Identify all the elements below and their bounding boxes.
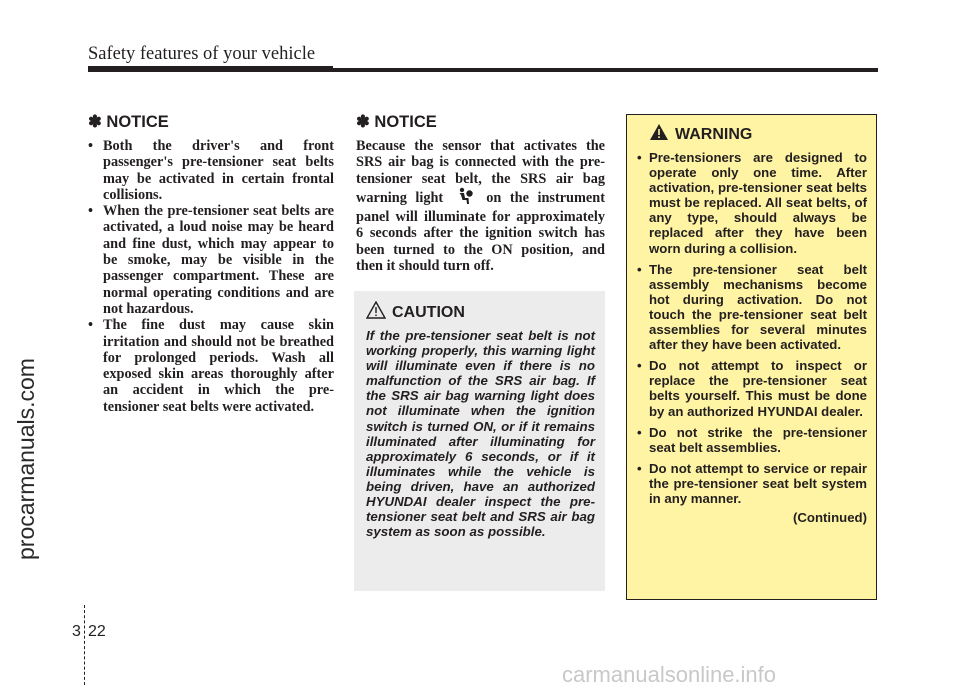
list-item: • Do not attempt to inspect or replace the pre-tensioner seat belts yourself. This must be done by an authorized HYUNDAI dealer. — [637, 358, 867, 418]
warning-list — [637, 150, 867, 506]
list-item: • Pre-tensioners are designed to operate only one time. After activation, pre-tensioner seat belts must be replaced. All seat belts, of any type, should always be replaced after they have been worn during a collision. — [637, 150, 867, 256]
bottom-watermark: carmanualsonline.info — [562, 662, 777, 687]
side-watermark: procarmanuals.com — [13, 358, 39, 560]
caution-text: If the pre-tensioner seat belt is not working properly, this warning light will illuminate even if there is no malfunction of the SRS air bag. If the SRS air bag warning light does not illuminate when the ignition switch is turned ON, or if it remains illuminated after illuminating for approximately 6 seconds, or if it illuminates while the vehicle is being driven, have an authorized HYUNDAI dealer inspect the pre-tensioner seat belt and SRS air bag system as soon as possible. — [366, 328, 595, 540]
page-number: 22 — [88, 623, 106, 640]
caution-box — [354, 291, 605, 591]
notice-text-part-1: Because the sensor that activates the SRS air bag is connected with the pre-tensioner seat belt, the SRS air bag warning light — [356, 138, 605, 206]
warning-triangle-icon — [649, 123, 669, 146]
warning-header — [649, 123, 867, 146]
section-title: Safety features of your vehicle — [88, 44, 316, 64]
list-item: • The fine dust may cause skin irritation and should not be breathed for prolonged periods. Wash all exposed skin areas thoroughly after an accident in which the pre-tensioner seat belts were activated. — [88, 317, 334, 415]
notice-text-part-2: on the instrument panel will illuminate for approximately 6 seconds after the ignition switch has been turned to the ON position, and then it should turn off. — [356, 189, 605, 275]
notice-title: ✽ NOTICE — [88, 113, 169, 131]
airbag-warning-icon — [456, 187, 474, 209]
notice-paragraph — [356, 138, 605, 274]
continued-label: (Continued) — [793, 510, 867, 526]
footer-divider — [84, 605, 85, 685]
list-item: • When the pre-tensioner seat belts are activated, a loud noise may be heard and fine dust, which may appear to be smoke, may be visible in the passenger compartment. These are normal operating conditions and are not hazardous. — [88, 203, 334, 317]
notice-title: ✽ NOTICE — [356, 113, 437, 131]
caution-title: CAUTION — [392, 303, 465, 321]
list-item: • Do not strike the pre-tensioner seat belt assemblies. — [637, 425, 867, 455]
warning-box — [626, 114, 877, 600]
left-notice — [88, 112, 334, 415]
warning-title: WARNING — [675, 125, 753, 143]
middle-notice — [356, 112, 605, 274]
header-rule-accent — [88, 66, 333, 72]
list-item: • Both the driver's and front passenger's pre-tensioner seat belts may be activated in certain frontal collisions. — [88, 138, 334, 203]
list-item: • The pre-tensioner seat belt assembly mechanisms become hot during activation. Do not touch the pre-tensioner seat belt assemblies for several minutes after they have been activated. — [637, 262, 867, 353]
chapter-number: 3 — [72, 623, 81, 640]
notice-list — [88, 138, 334, 415]
list-item: • Do not attempt to service or repair the pre-tensioner seat belt system in any manner. — [637, 461, 867, 506]
caution-triangle-icon — [366, 301, 386, 324]
caution-header — [366, 301, 595, 324]
